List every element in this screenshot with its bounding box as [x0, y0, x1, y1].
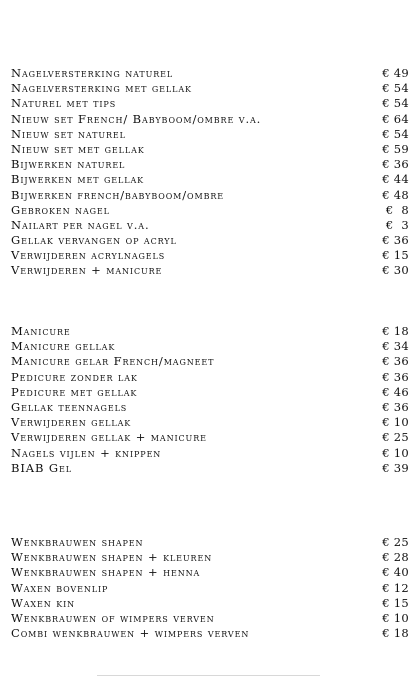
- service-name: Wenkbrauwen shapen + henna: [11, 565, 201, 580]
- price-row: [11, 248, 409, 263]
- price-row: [11, 218, 409, 233]
- service-price: € 36: [382, 354, 409, 369]
- service-price: € 10: [382, 445, 409, 460]
- service-name: Verwijderen + manicure: [11, 263, 163, 278]
- service-name: Nagelversterking met gellak: [11, 81, 192, 96]
- price-row: [11, 535, 409, 550]
- manicure-pedicure-section: [11, 324, 409, 476]
- price-row: [11, 263, 409, 278]
- service-price: € 36: [382, 233, 409, 248]
- price-row: [11, 400, 409, 415]
- price-row: [11, 581, 409, 596]
- service-name: Manicure gellak: [11, 339, 116, 354]
- brows-waxing-section: [11, 535, 409, 641]
- service-name: Bijwerken french/babyboom/ombre: [11, 187, 225, 202]
- service-name: Verwijderen gellak + manicure: [11, 430, 207, 445]
- bottom-divider: [97, 675, 320, 676]
- service-name: Nieuw set French/ Babyboom/ombre v.a.: [11, 111, 262, 126]
- service-name: Gellak teennagels: [11, 399, 128, 414]
- nail-services-section: [11, 66, 409, 279]
- service-price: € 39: [382, 460, 409, 475]
- price-row: [11, 385, 409, 400]
- service-name: Verwijderen gellak: [11, 415, 132, 430]
- service-name: Gebroken nagel: [11, 202, 110, 217]
- service-price: € 36: [382, 399, 409, 414]
- service-name: Wenkbrauwen of wimpers verven: [11, 610, 215, 625]
- service-price: € 44: [382, 172, 409, 187]
- service-name: Waxen kin: [11, 595, 76, 610]
- service-price: € 25: [382, 535, 409, 549]
- service-price: € 18: [382, 626, 409, 641]
- price-row: [11, 430, 409, 445]
- price-row: [11, 611, 409, 626]
- service-name: Nailart per nagel v.a.: [11, 217, 150, 232]
- price-row: [11, 596, 409, 611]
- service-name: Manicure: [11, 324, 71, 338]
- price-row: [11, 112, 409, 127]
- service-name: Verwijderen acrylnagels: [11, 248, 166, 263]
- service-price: € 64: [382, 111, 409, 126]
- service-price: € 15: [382, 595, 409, 610]
- price-row: [11, 354, 409, 369]
- price-row: [11, 188, 409, 203]
- service-price: € 48: [382, 187, 409, 202]
- service-price: € 54: [382, 126, 409, 141]
- service-name: Pedicure met gellak: [11, 384, 138, 399]
- service-name: Gellak vervangen op acryl: [11, 233, 177, 248]
- service-price: € 8: [385, 202, 409, 217]
- price-row: [11, 66, 409, 81]
- service-price: € 36: [382, 157, 409, 172]
- price-row: [11, 157, 409, 172]
- service-name: Bijwerken naturel: [11, 157, 126, 172]
- price-row: [11, 339, 409, 354]
- service-name: Pedicure zonder lak: [11, 369, 138, 384]
- service-name: Wenkbrauwen shapen + kleuren: [11, 550, 213, 565]
- service-name: Combi wenkbrauwen + wimpers verven: [11, 626, 250, 641]
- service-price: € 34: [382, 339, 409, 354]
- service-name: Manicure gelar French/magneet: [11, 354, 215, 369]
- service-price: € 12: [382, 580, 409, 595]
- price-row: [11, 203, 409, 218]
- service-price: € 49: [382, 66, 409, 80]
- price-row: [11, 415, 409, 430]
- service-price: € 46: [382, 384, 409, 399]
- service-price: € 10: [382, 415, 409, 430]
- service-name: Naturel met tips: [11, 96, 117, 111]
- price-row: [11, 233, 409, 248]
- service-price: € 3: [385, 217, 409, 232]
- service-name: Nagelversterking naturel: [11, 66, 174, 80]
- service-name: Nagels vijlen + knippen: [11, 445, 162, 460]
- service-price: € 30: [382, 263, 409, 278]
- price-row: [11, 127, 409, 142]
- service-name: BIAB Gel: [11, 460, 72, 475]
- service-name: Nieuw set met gellak: [11, 141, 145, 156]
- price-row: [11, 96, 409, 111]
- price-row: [11, 81, 409, 96]
- price-row: [11, 550, 409, 565]
- service-name: Bijwerken met gellak: [11, 172, 145, 187]
- price-row: [11, 142, 409, 157]
- service-price: € 25: [382, 430, 409, 445]
- service-price: € 18: [382, 324, 409, 338]
- price-row: [11, 370, 409, 385]
- price-row: [11, 446, 409, 461]
- service-name: Wenkbrauwen shapen: [11, 535, 144, 549]
- price-row: [11, 461, 409, 476]
- service-price: € 40: [382, 565, 409, 580]
- service-price: € 54: [382, 81, 409, 96]
- price-row: [11, 626, 409, 641]
- service-price: € 10: [382, 610, 409, 625]
- service-price: € 15: [382, 248, 409, 263]
- price-row: [11, 172, 409, 187]
- service-name: Nieuw set naturel: [11, 126, 126, 141]
- service-price: € 28: [382, 550, 409, 565]
- service-price: € 54: [382, 96, 409, 111]
- service-price: € 59: [382, 141, 409, 156]
- service-price: € 36: [382, 369, 409, 384]
- price-row: [11, 324, 409, 339]
- service-name: Waxen bovenlip: [11, 580, 109, 595]
- price-row: [11, 565, 409, 580]
